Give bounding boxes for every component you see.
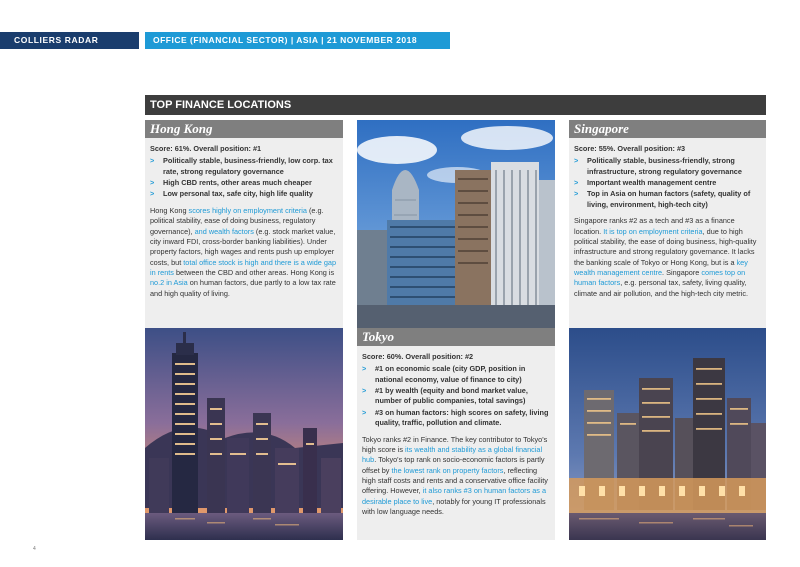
list-item: > High CBD rents, other areas much cheaper: [150, 178, 312, 188]
list-item: > Low personal tax, safe city, high life quality: [150, 189, 313, 199]
hong-kong-text: [145, 138, 343, 299]
hong-kong-heading: Hong Kong: [145, 120, 343, 138]
list-item: > #3 on human factors: high scores on safety, living quality, traffic, pollution and climate.: [362, 407, 549, 428]
section-title: TOP FINANCE LOCATIONS: [145, 95, 766, 115]
bullet-arrow-icon: >: [574, 189, 579, 199]
list-item: > #1 by wealth (equity and bond market value, number of public companies, total savings): [362, 386, 528, 406]
bullet-arrow-icon: >: [574, 178, 579, 188]
tokyo-photo: [357, 120, 555, 328]
hong-kong-paragraph: Hong Kong scores highly on employment criteria (e.g. political stability, ease of doing business, regulatory governance), and wealth factors (e.g. stock market value, city inward FDI, cross-border banking liabilities). Under property factors, high wages and rents push up employer costs, but total office stock is high and there is a wide gap in rents between the CBD and other areas. Hong Kong is no.2 in Asia on human factors, due partly to a low tax rate and high quality of living.: [150, 205, 337, 298]
singapore-bullets: [574, 156, 761, 210]
bullet-arrow-icon: >: [150, 156, 155, 166]
bullet-arrow-icon: >: [362, 386, 367, 396]
singapore-heading: Singapore: [569, 120, 766, 138]
brand-label: COLLIERS RADAR: [0, 32, 139, 49]
tokyo-paragraph: Tokyo ranks #2 in Finance. The key contributor to Tokyo's high score is its wealth and stability as a global financial hub. Tokyo's top rank on socio-economic factors is partly offset by the lowest rank on property factors, reflecting high staff costs and rents and a conservative office facility offering. However, it also ranks #3 on human factors as a desirable place to live, notably for young IT professionals with low language needs.: [362, 434, 548, 517]
bullet-arrow-icon: >: [574, 156, 579, 166]
singapore-paragraph: Singapore ranks #2 as a tech and #3 as a finance location. It is top on employment criteria, due to high political stability, the ease of doing business, high-quality infrastructure and strong regulatory governance. It lacks the banking scale of Tokyo or Hong Kong, but is a key wealth management centre. Singapore comes top on human factors, e.g. personal tax, safety, living quality, climate and air pollution, and the high-tech city metric.: [574, 216, 757, 298]
bullet-arrow-icon: >: [150, 189, 155, 199]
tokyo-text: [357, 346, 555, 517]
list-item: > Important wealth management centre: [574, 178, 717, 188]
list-item: > Politically stable, business-friendly, strong infrastructure, strong regulatory governance: [574, 156, 742, 176]
hong-kong-photo: [145, 328, 343, 540]
bullet-arrow-icon: >: [362, 407, 367, 417]
singapore-photo: [569, 328, 766, 540]
report-subtitle: OFFICE (FINANCIAL SECTOR) | ASIA | 21 NOVEMBER 2018: [145, 32, 450, 49]
tokyo-bullets: [362, 364, 550, 428]
tokyo-score: Score: 60%. Overall position: #2: [362, 352, 474, 361]
tokyo-heading: Tokyo: [357, 328, 555, 346]
list-item: > Top in Asia on human factors (safety, quality of living, environment, high-tech city): [574, 189, 751, 209]
page-number: 4: [33, 546, 36, 552]
singapore-score: Score: 55%. Overall position: #3: [574, 144, 686, 153]
singapore-text: [569, 138, 766, 299]
list-item: > #1 on economic scale (city GDP, position in national economy, value of finance to city): [362, 364, 526, 384]
bullet-arrow-icon: >: [362, 364, 367, 374]
hong-kong-score: Score: 61%. Overall position: #1: [150, 144, 262, 153]
list-item: > Politically stable, business-friendly, low corp. tax rate, strong regulatory governance: [150, 156, 333, 176]
bullet-arrow-icon: >: [150, 178, 155, 188]
hong-kong-bullets: [150, 156, 338, 199]
